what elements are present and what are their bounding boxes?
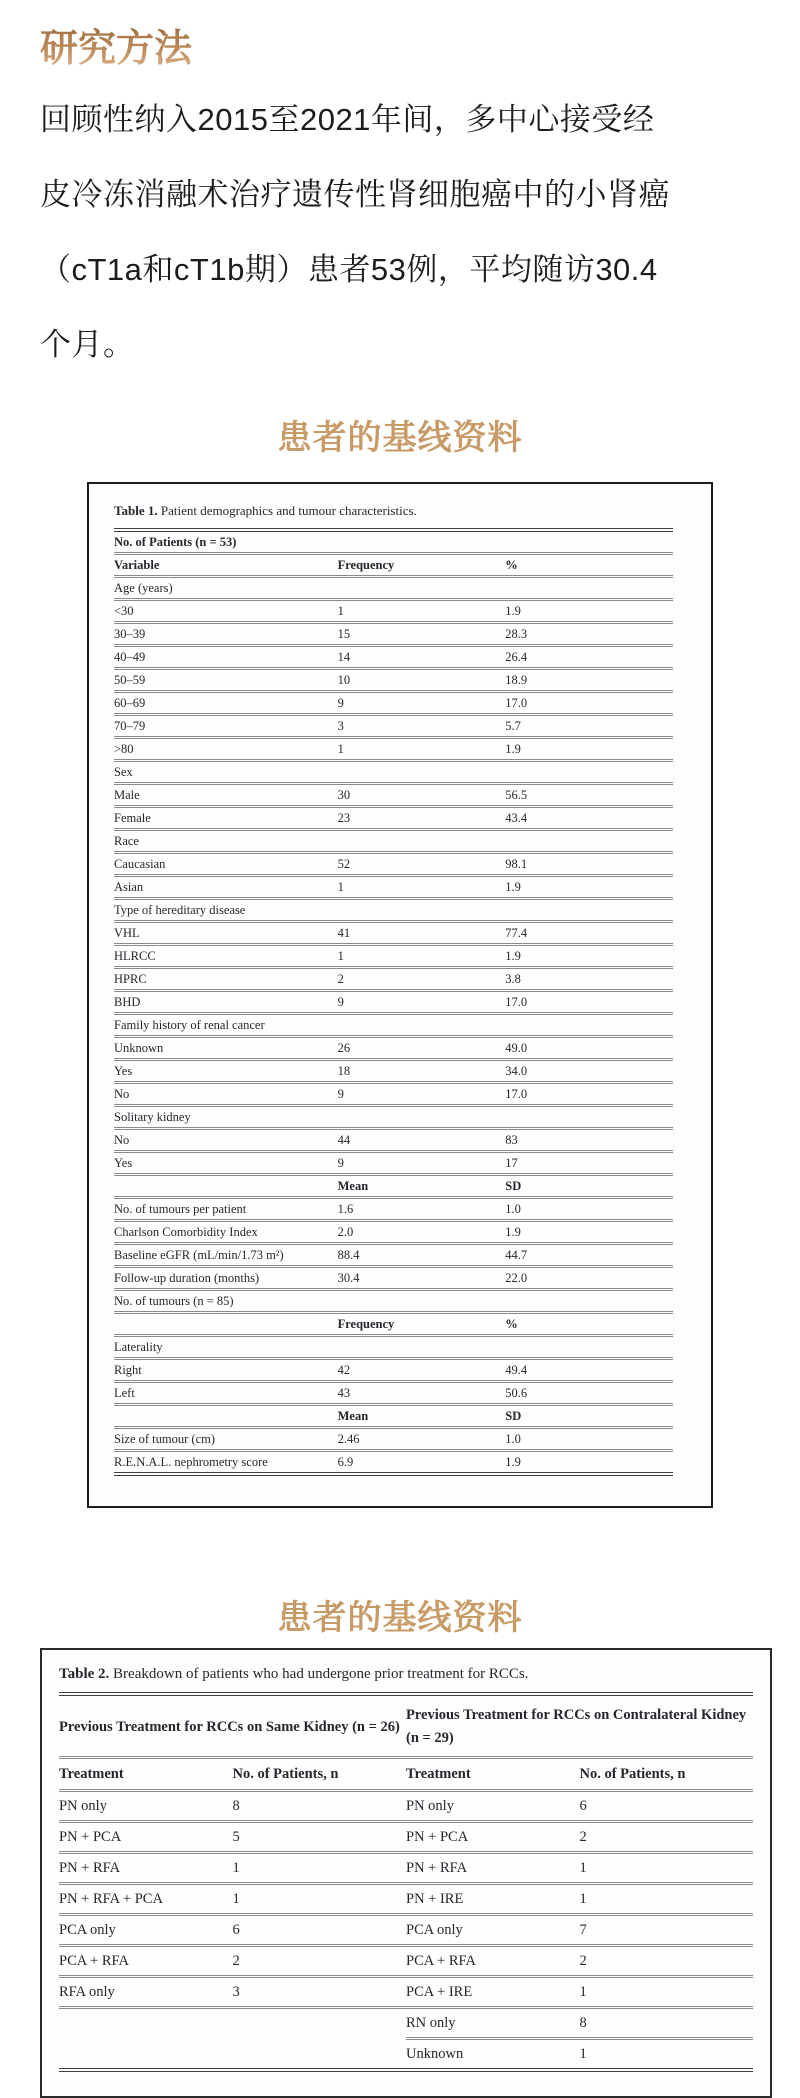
table-row: Mean SD xyxy=(114,1175,673,1198)
table-row: <30 1 1.9 xyxy=(114,600,673,623)
baseline-heading-1: 患者的基线资料 xyxy=(277,419,523,457)
table2-body xyxy=(59,1791,753,2071)
table-row: Size of tumour (cm) 2.46 1.0 xyxy=(114,1428,673,1451)
table-row: Variable Frequency % xyxy=(114,554,673,577)
table-row: Sex xyxy=(114,761,673,784)
table-row: Yes 9 17 xyxy=(114,1152,673,1175)
table-row: RN only 8 xyxy=(59,2008,753,2039)
table-row: PN + PCA 5 PN + PCA 2 xyxy=(59,1822,753,1853)
table-row: No. of tumours (n = 85) xyxy=(114,1290,673,1313)
table-row: 70–79 3 5.7 xyxy=(114,715,673,738)
paragraph-line: 回顾性纳入2015至2021年间，多中心接受经 xyxy=(40,102,655,137)
table-row: Male 30 56.5 xyxy=(114,784,673,807)
table-row: Right 42 49.4 xyxy=(114,1359,673,1382)
table-row: Solitary kidney xyxy=(114,1106,673,1129)
table-row: VHL 41 77.4 xyxy=(114,922,673,945)
table2-group-header-row xyxy=(59,1694,753,1758)
table-row: Baseline eGFR (mL/min/1.73 m²) 88.4 44.7 xyxy=(114,1244,673,1267)
column-header: Treatment xyxy=(59,1758,233,1791)
table-row: R.E.N.A.L. nephrometry score 6.9 1.9 xyxy=(114,1455,521,1469)
table2-caption xyxy=(59,1664,753,1684)
table-row: 50–59 10 18.9 xyxy=(114,669,673,692)
table-row: PN + RFA + PCA 1 PN + IRE 1 xyxy=(59,1884,753,1915)
table-row: Left 43 50.6 xyxy=(114,1382,673,1405)
table1-caption-text: Patient demographics and tumour characteristics. xyxy=(157,503,417,518)
table-row: Laterality xyxy=(114,1336,673,1359)
table-row: RFA only 3 PCA + IRE 1 xyxy=(59,1977,753,2008)
table-row: No. of Patients (n = 53) xyxy=(114,530,673,554)
table-row: PCA + RFA 2 PCA + RFA 2 xyxy=(59,1946,753,1977)
table2-caption-label: Table 2. xyxy=(59,1666,110,1682)
column-header: Treatment xyxy=(406,1758,580,1791)
table-row: Age (years) xyxy=(114,577,673,600)
baseline-heading-2: 患者的基线资料 xyxy=(277,1599,523,1637)
table-row: No 44 83 xyxy=(114,1129,673,1152)
table1-caption xyxy=(114,502,673,520)
table2 xyxy=(59,1692,753,2072)
table1-body xyxy=(114,530,673,1474)
table2-group-header-left: Previous Treatment for RCCs on Same Kidney (n = 26) xyxy=(59,1694,406,1758)
table-row: Frequency % xyxy=(114,1313,673,1336)
table-row: Unknown 26 49.0 xyxy=(114,1037,673,1060)
table-row: No. of tumours per patient 1.6 1.0 xyxy=(114,1198,673,1221)
paragraph-line: 个月。 xyxy=(40,327,135,362)
table-row: Caucasian 52 98.1 xyxy=(114,853,673,876)
table-row: Family history of renal cancer xyxy=(114,1014,673,1037)
paragraph-line: （cT1a和cT1b期）患者53例，平均随访30.4 xyxy=(40,252,658,287)
table1-figure xyxy=(87,482,713,1508)
table2-caption-text: Breakdown of patients who had undergone prior treatment for RCCs. xyxy=(109,1666,529,1682)
table-row: Mean SD xyxy=(114,1405,673,1428)
method-paragraph xyxy=(40,82,760,382)
table-row: Follow-up duration (months) 30.4 22.0 xyxy=(114,1267,673,1290)
paragraph-line: 皮冷冻消融术治疗遗传性肾细胞癌中的小肾癌 xyxy=(40,177,670,212)
column-header: No. of Patients, n xyxy=(580,1758,754,1791)
table1-caption-label: Table 1. xyxy=(114,503,158,518)
table-row: PN only 8 PN only 6 xyxy=(59,1791,753,1822)
table-row: Female 23 43.4 xyxy=(114,807,673,830)
table-row: Unknown 1 xyxy=(406,2046,587,2062)
table2-colhead-row xyxy=(59,1758,753,1791)
table-row: PN + RFA 1 PN + RFA 1 xyxy=(59,1853,753,1884)
table-row: Charlson Comorbidity Index 2.0 1.9 xyxy=(114,1221,673,1244)
table-row: Asian 1 1.9 xyxy=(114,876,673,899)
table-row: BHD 9 17.0 xyxy=(114,991,673,1014)
table2-group-header-right: Previous Treatment for RCCs on Contralateral Kidney (n = 29) xyxy=(406,1694,753,1758)
table-row: HPRC 2 3.8 xyxy=(114,968,673,991)
table-row: 40–49 14 26.4 xyxy=(114,646,673,669)
table-row: No 9 17.0 xyxy=(114,1083,673,1106)
table2-figure xyxy=(40,1648,772,2098)
table-row: 30–39 15 28.3 xyxy=(114,623,673,646)
table-row: Yes 18 34.0 xyxy=(114,1060,673,1083)
table-row: Type of hereditary disease xyxy=(114,899,673,922)
table1 xyxy=(114,528,673,1476)
table-row: Race xyxy=(114,830,673,853)
table-row: HLRCC 1 1.9 xyxy=(114,945,673,968)
table-row: 60–69 9 17.0 xyxy=(114,692,673,715)
table-row: PCA only 6 PCA only 7 xyxy=(59,1915,753,1946)
table-row: >80 1 1.9 xyxy=(114,738,673,761)
column-header: No. of Patients, n xyxy=(233,1758,407,1791)
method-section-heading: 研究方法 xyxy=(40,28,193,70)
